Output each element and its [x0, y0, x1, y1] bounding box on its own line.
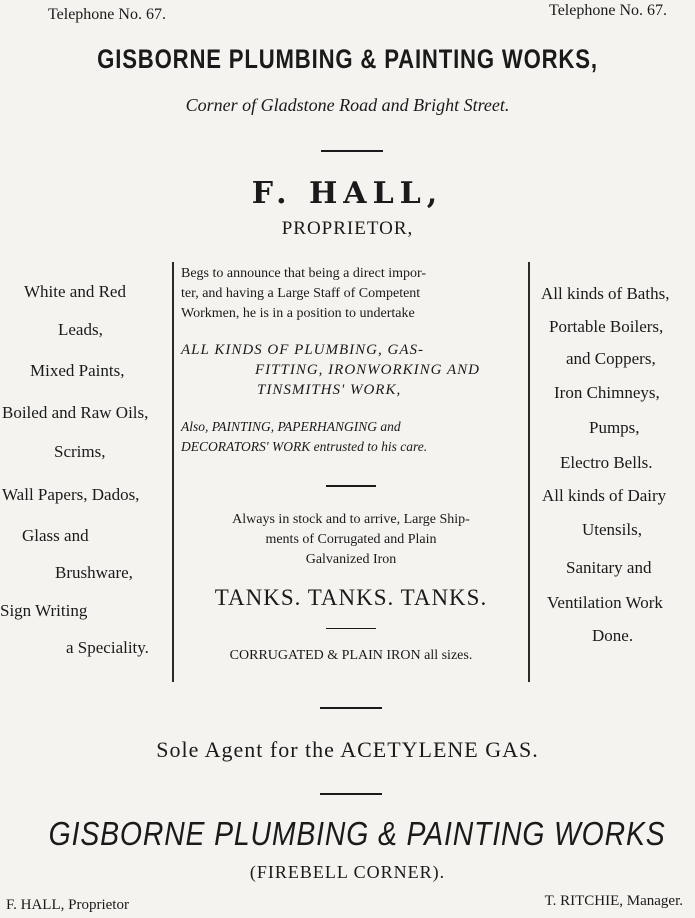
business-location: (FIREBELL CORNER).	[249, 862, 446, 882]
proprietor-name: F. HALL,	[251, 176, 444, 211]
right-item: Portable Boilers,	[549, 317, 664, 336]
left-item: Scrims,	[54, 442, 106, 461]
left-item: Brushware,	[55, 563, 133, 582]
tanks-heading: TANKS. TANKS. TANKS.	[214, 585, 488, 610]
divider-lower	[320, 707, 382, 709]
column-rule-left	[172, 262, 174, 682]
stock-line: ments of Corrugated and Plain	[265, 532, 437, 547]
left-item: Glass and	[22, 526, 89, 545]
painting-services	[181, 417, 427, 457]
intro-line: Begs to announce that being a direct impor-	[181, 266, 427, 281]
painting-line: Also, PAINTING, PAPERHANGING and	[181, 419, 401, 434]
divider-middle	[326, 485, 376, 487]
painting-line: DECORATORS' WORK entrusted to his care.	[181, 439, 428, 454]
business-title-footer: GISBORNE PLUMBING & PAINTING WORKS	[48, 815, 666, 852]
stock-line: Galvanized Iron	[305, 552, 397, 567]
telephone-left: Telephone No. 67.	[48, 6, 166, 23]
business-address: Corner of Gladstone Road and Bright Street.	[185, 95, 510, 115]
right-item: Sanitary and	[566, 558, 652, 577]
footer-manager: T. RITCHIE, Manager.	[544, 893, 683, 909]
telephone-right: Telephone No. 67.	[549, 2, 667, 19]
business-title: GISBORNE PLUMBING & PAINTING WORKS,	[97, 44, 598, 74]
divider-tanks	[326, 628, 376, 629]
footer-proprietor: F. HALL, Proprietor	[6, 897, 129, 913]
left-item: White and Red	[24, 282, 126, 301]
column-rule-right	[528, 262, 530, 682]
left-item: Leads,	[58, 320, 103, 339]
left-item: Sign Writing	[0, 601, 88, 620]
right-item: Done.	[592, 626, 634, 645]
left-item: Mixed Paints,	[30, 361, 125, 380]
left-item: Boiled and Raw Oils,	[2, 403, 149, 422]
plumbing-line: ALL KINDS OF PLUMBING, GAS-	[181, 342, 424, 358]
proprietor-role: PROPRIETOR,	[281, 218, 414, 239]
right-item: Electro Bells.	[560, 453, 653, 472]
right-item: Utensils,	[582, 520, 642, 539]
divider-footer	[320, 793, 382, 795]
intro-text	[181, 264, 426, 324]
stock-text	[178, 510, 524, 570]
right-item: All kinds of Dairy	[542, 486, 667, 505]
sole-agent-line: Sole Agent for the ACETYLENE GAS.	[156, 737, 539, 762]
right-item: and Coppers,	[566, 349, 656, 368]
intro-line: Workmen, he is in a position to undertake	[181, 306, 415, 321]
left-item: Wall Papers, Dados,	[2, 485, 140, 504]
right-item: All kinds of Baths,	[541, 284, 670, 303]
stock-line: Always in stock and to arrive, Large Ship-	[232, 512, 470, 527]
right-item: Ventilation Work	[547, 593, 663, 612]
plumbing-services	[181, 340, 480, 400]
right-item: Pumps,	[589, 418, 640, 437]
right-item: Iron Chimneys,	[554, 383, 660, 402]
divider-top	[321, 150, 383, 152]
corrugated-iron-line: CORRUGATED & PLAIN IRON all sizes.	[229, 648, 473, 663]
intro-line: ter, and having a Large Staff of Competent	[181, 286, 421, 301]
plumbing-line: FITTING, IRONWORKING AND	[255, 362, 480, 378]
plumbing-line: TINSMITHS' WORK,	[257, 382, 402, 398]
left-item: a Speciality.	[66, 638, 149, 657]
